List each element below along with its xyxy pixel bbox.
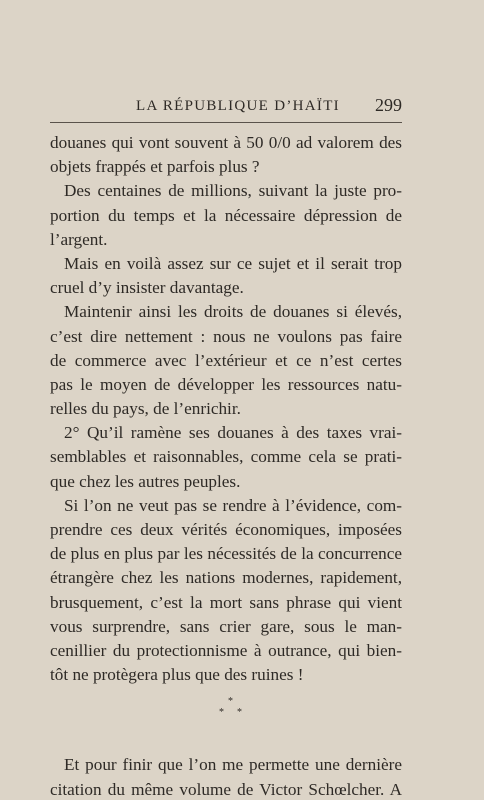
text-line: étrangère chez les nations modernes, rapidement, — [50, 568, 402, 588]
text-line: relles du pays, de l’enrichir. — [50, 399, 241, 419]
page-number: 299 — [375, 95, 402, 115]
text-line: brusquement, c’est la mort sans phrase qui vient — [50, 592, 402, 612]
text-line: pas le moyen de développer les ressources natu- — [50, 374, 402, 394]
text-line: Si l’on ne veut pas se rendre à l’évidence, com- — [64, 495, 402, 515]
asterism-ornament — [50, 687, 402, 743]
text-line: c’est dire nettement : nous ne voulons pas faire — [50, 326, 402, 346]
paragraph — [50, 131, 402, 179]
text-line: Des centaines de millions, suivant la juste pro- — [64, 181, 402, 201]
text-line: objets frappés et parfois plus ? — [50, 157, 260, 177]
text-line: semblables et raisonnables, comme cela se prati- — [50, 447, 402, 467]
text-line: que chez les autres peuples. — [50, 471, 241, 491]
paragraph — [50, 753, 402, 800]
text-line: prendre ces deux vérités économiques, imposées — [50, 520, 402, 539]
paragraph — [50, 300, 402, 421]
text-line: 2° Qu’il ramène ses douanes à des taxes vrai- — [64, 423, 402, 443]
text-line: Et pour finir que l’on me permette une dernière — [64, 755, 402, 775]
paragraph — [50, 179, 402, 252]
asterisk: * — [237, 707, 242, 719]
text-line: cenillier du protectionnisme à outrance, qui bien- — [50, 640, 402, 660]
text-line: Maintenir ainsi les droits de douanes si élevés, — [64, 302, 402, 322]
paragraph — [50, 494, 402, 688]
text-line: Mais en voilà assez sur ce sujet et il serait trop — [64, 253, 402, 273]
text-line: douanes qui vont souvent à 50 0/0 ad valorem des — [50, 133, 402, 152]
page-body — [50, 131, 402, 800]
asterisk: * — [228, 696, 233, 708]
running-header — [50, 95, 402, 122]
text-line: vous surprendre, sans crier gare, sous le man- — [50, 616, 402, 636]
header-rule — [50, 122, 402, 123]
paragraph — [50, 252, 402, 300]
text-line: tôt ne protègera plus que des ruines ! — [50, 665, 304, 685]
text-line: citation du même volume de Victor Schœlcher. A — [50, 779, 402, 799]
text-line: de commerce avec l’extérieur et ce n’est certes — [50, 350, 402, 370]
text-line: cruel d’y insister davantage. — [50, 278, 244, 298]
text-line: portion du temps et la nécessaire dépression de — [50, 205, 402, 225]
paragraph — [50, 421, 402, 494]
text-line: l’argent. — [50, 229, 108, 249]
text-line: de plus en plus par les nécessités de la concurrence — [50, 544, 402, 564]
asterisk: * — [219, 707, 224, 719]
running-title: LA RÉPUBLIQUE D’HAÏTI — [136, 98, 340, 114]
